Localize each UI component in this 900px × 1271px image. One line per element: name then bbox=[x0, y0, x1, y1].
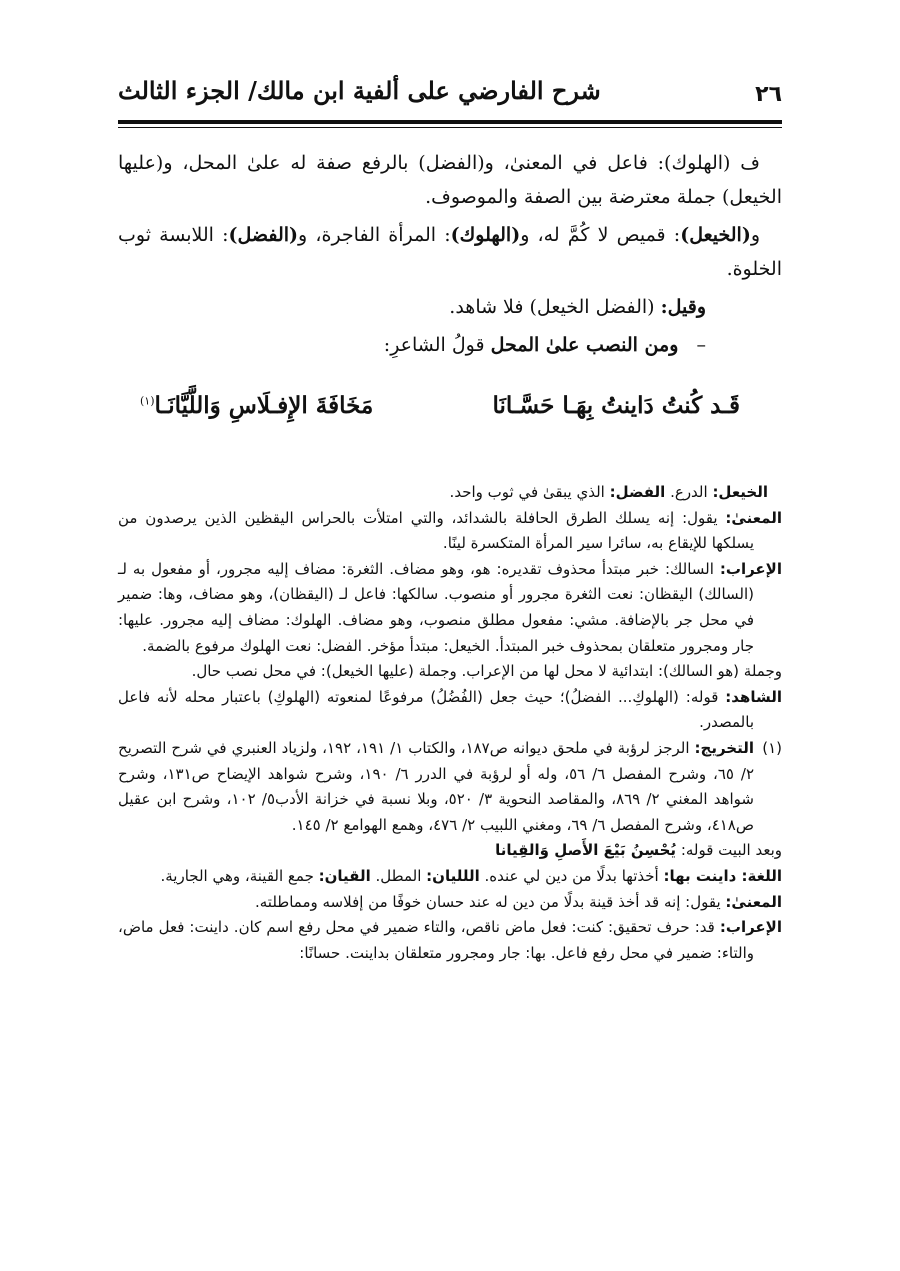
note-sentences bbox=[118, 659, 782, 685]
main-text bbox=[118, 146, 782, 366]
footnote-marker: (١) bbox=[140, 394, 155, 408]
note-1-key: الخيعل: bbox=[712, 483, 768, 501]
page-header bbox=[118, 74, 782, 114]
paragraph-1-text: ف (الهلوك): فاعل في المعنىٰ، و(الفضل) بالرفع صفة له علىٰ المحل، و(عليها الخيعل) جملة معترضة بين الصفة والموصوف. bbox=[118, 152, 782, 208]
note-following-verse bbox=[118, 838, 782, 864]
note-5-key: الشاهد: bbox=[725, 687, 782, 706]
keyword-wa-qila: وقيل: bbox=[660, 296, 706, 318]
footnote-1 bbox=[118, 736, 782, 838]
p2-part-c: : المرأة الفاجرة، و bbox=[298, 224, 451, 246]
note-5-text: قوله: (الهلوكِ... الفضلُ)؛ حيث جعل (الفُضُلُ) مرفوعًا لمنعوته (الهلوكِ) باعتبار محله لأنه فاعل بالمصدر. bbox=[118, 687, 754, 732]
note-1-key-2: الفضل: bbox=[609, 483, 666, 501]
keyword-khayal: (الخيعل) bbox=[680, 224, 751, 246]
note-vocabulary bbox=[118, 480, 782, 506]
footnote-number: (١) bbox=[762, 738, 783, 757]
note-4-text: وجملة (هو السالك): ابتدائية لا محل لها من الإعراب. وجملة (عليها الخيعل): في محل نصب حال. bbox=[191, 662, 782, 681]
note-7-b: المطل. bbox=[370, 866, 427, 885]
header-rule-thick bbox=[118, 120, 782, 124]
footnotes bbox=[118, 480, 782, 966]
footnote-key: التخريج: bbox=[694, 738, 755, 757]
note-parsing-2 bbox=[118, 915, 782, 966]
paragraph-4 bbox=[118, 328, 782, 362]
note-1-b: الذي يبقىٰ في ثوب واحد. bbox=[449, 483, 610, 501]
p2-part-b: : قميص لا كُمَّ له، و bbox=[520, 224, 681, 246]
p2-part-a: و bbox=[750, 224, 760, 246]
keyword-nasb: ومن النصب علىٰ المحل bbox=[490, 334, 679, 356]
paragraph-2 bbox=[118, 218, 782, 286]
note-7-a: أخذتها بدلًا من دين لي عنده. bbox=[479, 866, 664, 885]
p2-part-d: : اللابسة ثوب الخلوة. bbox=[118, 224, 782, 280]
paragraph-1 bbox=[118, 146, 782, 214]
dash-bullet: – bbox=[696, 334, 706, 356]
note-parsing bbox=[118, 557, 782, 659]
verse-hemistich-2-wrap bbox=[140, 392, 373, 419]
note-evidence bbox=[118, 685, 782, 736]
keyword-fudul: (الفضل) bbox=[228, 224, 299, 246]
verse-hemistich-1: قَـد كُنتُ دَاينتُ بِهَـا حَسَّـانَا bbox=[492, 392, 740, 419]
note-3-text: السالك: خبر مبتدأ محذوف تقديره: هو، وهو مضاف. الثغرة: مضاف إليه مجرور، أو مفعول به لـ (السالك) اليقظان: نعت الثغرة مجرور أو منصوب. سالكها: فاعل لـ (اليقظان)، وهو مضاف، وها: ضمير في محل جر بالإضافة. مشي: مفعول مطلق منصوب، وهو مضاف. الهلوك: مضاف إليه مجرور. عليها: جار ومجرور متعلقان بمحذوف خبر المبتدأ. الخيعل: مبتدأ مؤخر. الفضل: نعت الهلوك مرفوع بالضمة. bbox=[118, 559, 754, 655]
note-7-key: اللغة: داينت بها: bbox=[663, 866, 782, 885]
header-rule-thin bbox=[118, 127, 782, 128]
note-9-text: قد: حرف تحقيق: كنت: فعل ماض ناقص، والتاء ضمير في محل رفع اسم كان. داينت: فعل ماض، والتاء: ضمير في محل رفع فاعل. بها: جار ومجرور متعلقان بداينت. حسانًا: bbox=[118, 918, 754, 962]
note-meaning bbox=[118, 506, 782, 557]
note-language bbox=[118, 864, 782, 890]
note-9-key: الإعراب: bbox=[719, 918, 782, 937]
p4-text: قولُ الشاعرِ: bbox=[383, 334, 491, 356]
note-3-key: الإعراب: bbox=[719, 559, 782, 578]
note-2-text: يقول: إنه يسلك الطرق الحافلة بالشدائد، والتي امتلأت بالحراس اليقظين الذين يرصدون من يسلكها للإيقاع به، سائرا سير المرأة المتكسرة لينًا. bbox=[118, 508, 754, 553]
note-6-a: وبعد البيت قوله: bbox=[676, 841, 782, 860]
p3-text: (الفضل الخيعل) فلا شاهد. bbox=[449, 296, 661, 318]
keyword-haluk: (الهلوك) bbox=[450, 224, 521, 246]
note-7-key-3: القيان: bbox=[318, 866, 371, 885]
note-8-text: يقول: إنه قد أخذ قينة بدلًا من دين له عند حسان خوفًا من إفلاسه ومماطلته. bbox=[254, 892, 726, 911]
verse-hemistich-2: مَخَافَةَ الإِفـلَاسِ وَاللَّيَّانَـا bbox=[154, 392, 374, 419]
page-number: ٢٦ bbox=[755, 82, 782, 107]
footnote-text: الرجز لرؤبة في ملحق ديوانه ص١٨٧، والكتاب ١/ ١٩١، ١٩٢، ولزياد العنبري في شرح التصريح ٢/ ٦٥، وشرح المفصل ٦/ ٥٦، وله أو لرؤبة في الدرر ٦/ ١٩٠، وشرح شواهد الإيضاح ص١٣١، وشرح شواهد المغني ٢/ ٨٦٩، والمقاصد النحوية ٣/ ٥٢٠، وبلا نسبة في خزانة الأدب٥/ ١٠٢، وشرح ابن عقيل ص٤١٨، وشرح المفصل ٦/ ٦٩، ومغني اللبيب ٢/ ٤٧٦، وهمع الهوامع ٢/ ١٤٥. bbox=[118, 738, 755, 834]
note-2-key: المعنىٰ: bbox=[725, 508, 782, 527]
note-6-verse: يُحْسِنُ بَيْعَ الأَصلِ وَالقِيانا bbox=[495, 841, 677, 860]
paragraph-3 bbox=[118, 290, 782, 324]
note-meaning-2 bbox=[118, 890, 782, 916]
note-7-c: جمع القينة، وهي الجارية. bbox=[160, 866, 319, 885]
note-8-key: المعنىٰ: bbox=[725, 892, 782, 911]
note-7-key-2: اللليان: bbox=[426, 866, 480, 885]
note-1-a: الدرع. bbox=[665, 483, 713, 501]
running-title: شرح الفارضي على ألفية ابن مالك/ الجزء الثالث bbox=[118, 76, 601, 105]
poem-verse bbox=[140, 392, 740, 419]
